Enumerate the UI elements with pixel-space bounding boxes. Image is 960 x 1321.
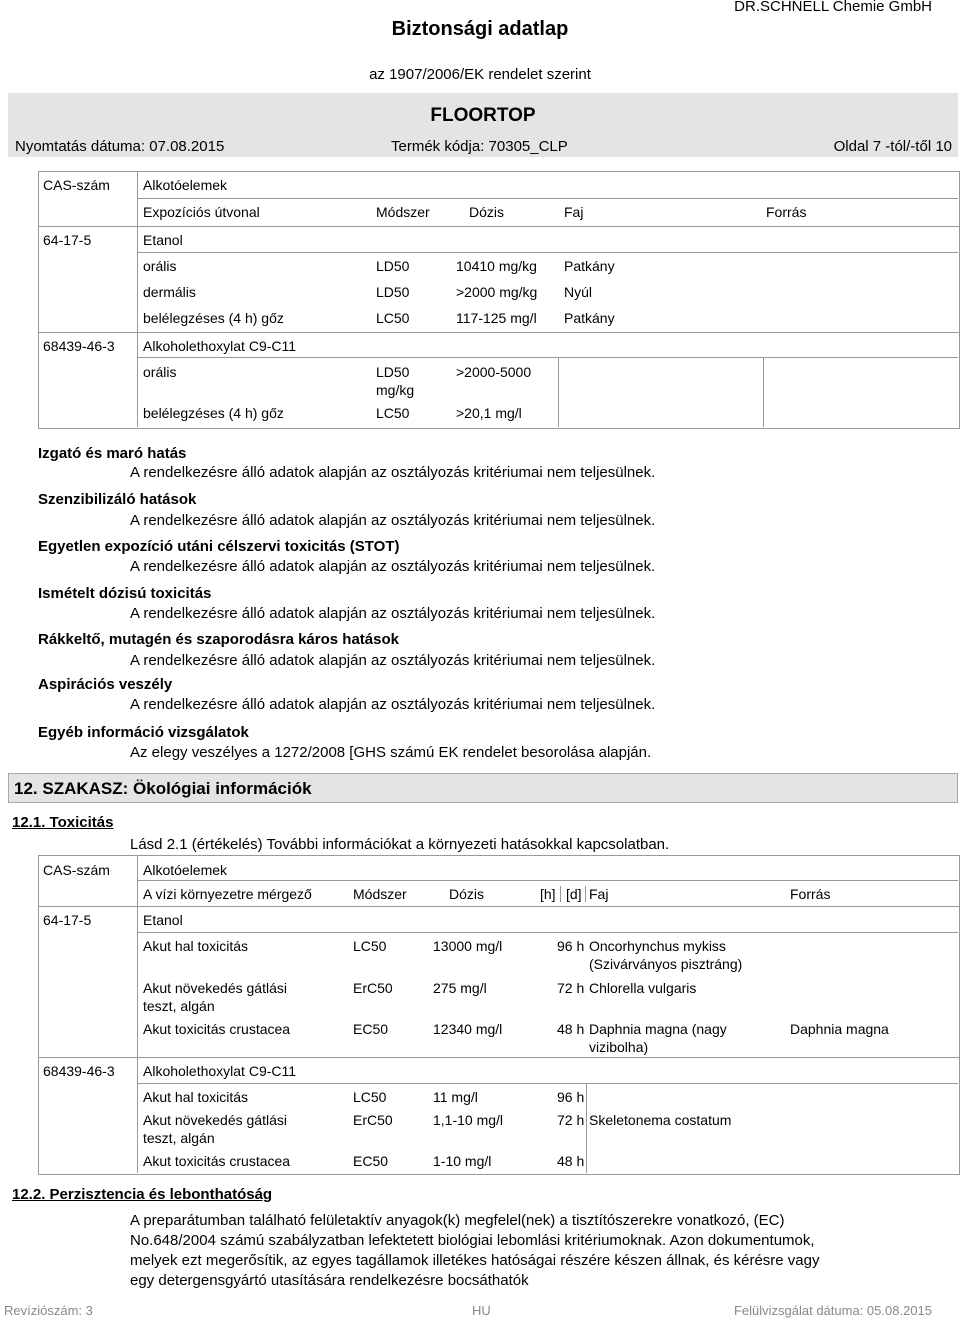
eco-method: ErC50	[353, 980, 393, 996]
product-code: Termék kódja: 70305_CLP	[391, 138, 568, 155]
subsection-12-2-title: 12.2. Perzisztencia és lebonthatóság	[12, 1186, 273, 1203]
eco-route: Akut hal toxicitás	[143, 938, 249, 954]
tox-route: orális	[143, 258, 177, 274]
tox-route: belélegzéses (4 h) gőz	[143, 310, 284, 326]
tox-cas-0: 64-17-5	[43, 232, 92, 248]
product-name: FLOORTOP	[430, 105, 536, 126]
tox-method: LD50	[376, 284, 410, 300]
tox-route: dermális	[143, 284, 196, 300]
subsection-12-2-text: A preparátumban található felületaktív anyagok(k) megfelel(nek) a tisztítószerekre vonatkozó, (EC) No.648/2004 számú szabályzatban lefektetett biológiai lebomlási kritériumoknak. Azon dokumentumok, melyek ezt megerősítik, az egyes tagállamok illetékes hatóságai részére készen állnak, és kérésre vagy egy detergensgyártó utasítására rendelkezésre bocsáthatók	[130, 1212, 820, 1289]
eco-component-0: Etanol	[143, 912, 183, 928]
tox-method: LC50	[376, 405, 410, 421]
subsection-12-1-text: Lásd 2.1 (értékelés) További információkat a környezeti hatásokkal kapcsolatban.	[130, 836, 670, 853]
eco-species: Daphnia magna (nagy	[589, 1021, 727, 1037]
eco-time: 48 h	[557, 1153, 585, 1169]
company-name: DR.SCHNELL Chemie GmbH	[734, 0, 932, 15]
eco-head-cas: CAS-szám	[43, 862, 110, 878]
eco-method: LC50	[353, 938, 387, 954]
eco-dose: 275 mg/l	[433, 980, 487, 996]
tox-dose: 10410 mg/kg	[456, 258, 537, 274]
hazard-title: Rákkeltő, mutagén és szaporodásra káros hatások	[38, 631, 399, 648]
tox-route: belélegzéses (4 h) gőz	[143, 405, 284, 421]
tox-method-unit: mg/kg	[376, 382, 415, 398]
tox-species: Nyúl	[564, 284, 593, 300]
tox-cas-1: 68439-46-3	[43, 338, 115, 354]
hazard-text: A rendelkezésre álló adatok alapján az osztályozás kritériumai nem teljesülnek.	[130, 605, 656, 622]
tox-dose: >2000-5000	[456, 364, 532, 380]
eco-method: EC50	[353, 1153, 389, 1169]
tox-dose: >2000 mg/kg	[456, 284, 538, 300]
eco-route: Akut toxicitás crustacea	[143, 1153, 291, 1169]
eco-dose: 1-10 mg/l	[433, 1153, 492, 1169]
eco-time: 72 h	[557, 1112, 585, 1128]
tox-dose: >20,1 mg/l	[456, 405, 522, 421]
tox-head-method: Módszer	[376, 204, 430, 220]
eco-species-note: (Szivárványos pisztráng)	[589, 956, 743, 972]
eco-route: Akut toxicitás crustacea	[143, 1021, 291, 1037]
revision-number: Revíziószám: 3	[4, 1303, 93, 1318]
eco-cas-1: 68439-46-3	[43, 1063, 115, 1079]
eco-time: 72 h	[557, 980, 585, 996]
hazard-title: Aspirációs veszély	[38, 676, 173, 693]
hazard-text: A rendelkezésre álló adatok alapján az osztályozás kritériumai nem teljesülnek.	[130, 652, 656, 669]
eco-route: Akut hal toxicitás	[143, 1089, 249, 1105]
eco-component-1: Alkoholethoxylat C9-C11	[143, 1063, 297, 1079]
eco-source: Daphnia magna	[790, 1021, 889, 1037]
eco-head-hours: [h]	[540, 886, 556, 902]
tox-method: LD50	[376, 258, 410, 274]
eco-route-cont: teszt, algán	[143, 1130, 215, 1146]
hazard-text: A rendelkezésre álló adatok alapján az osztályozás kritériumai nem teljesülnek.	[130, 558, 656, 575]
eco-time: 48 h	[557, 1021, 585, 1037]
subsection-12-1-title: 12.1. Toxicitás	[12, 814, 114, 831]
eco-head-component: Alkotóelemek	[143, 862, 228, 878]
eco-species: Skeletonema costatum	[589, 1112, 732, 1128]
eco-head-dose: Dózis	[449, 886, 485, 902]
eco-method: ErC50	[353, 1112, 393, 1128]
tox-head-cas: CAS-szám	[43, 177, 110, 193]
hazard-text: A rendelkezésre álló adatok alapján az osztályozás kritériumai nem teljesülnek.	[130, 464, 656, 481]
hazard-text: A rendelkezésre álló adatok alapján az osztályozás kritériumai nem teljesülnek.	[130, 512, 656, 529]
hazard-title: Egyetlen expozíció utáni célszervi toxicitás (STOT)	[38, 538, 400, 555]
section-12-title: 12. SZAKASZ: Ökológiai információk	[14, 779, 312, 798]
language-code: HU	[472, 1303, 491, 1318]
tox-method: LD50	[376, 364, 410, 380]
hazard-title: Egyéb információ vizsgálatok	[38, 724, 249, 741]
eco-species: Oncorhynchus mykiss	[589, 938, 726, 954]
eco-cas-0: 64-17-5	[43, 912, 92, 928]
document-title: Biztonsági adatlap	[391, 18, 569, 40]
regulation-line: az 1907/2006/EK rendelet szerint	[369, 66, 591, 83]
eco-head-days: [d]	[566, 886, 582, 902]
eco-dose: 12340 mg/l	[433, 1021, 503, 1037]
tox-method: LC50	[376, 310, 410, 326]
eco-head-route: A vízi környezetre mérgező	[143, 886, 312, 902]
tox-head-route: Expozíciós útvonal	[143, 204, 260, 220]
hazard-text: A rendelkezésre álló adatok alapján az osztályozás kritériumai nem teljesülnek.	[130, 696, 656, 713]
product-band	[8, 93, 958, 157]
eco-dose: 1,1-10 mg/l	[433, 1112, 504, 1128]
tox-component-1: Alkoholethoxylat C9-C11	[143, 338, 297, 354]
tox-head-component: Alkotóelemek	[143, 177, 228, 193]
tox-route: orális	[143, 364, 177, 380]
eco-head-method: Módszer	[353, 886, 407, 902]
hazard-title: Izgató és maró hatás	[38, 445, 187, 462]
print-date: Nyomtatás dátuma: 07.08.2015	[15, 138, 225, 155]
eco-time: 96 h	[557, 938, 585, 954]
tox-head-dose: Dózis	[469, 204, 505, 220]
eco-route: Akut növekedés gátlási	[143, 980, 287, 996]
eco-head-species: Faj	[589, 886, 609, 902]
eco-route-cont: teszt, algán	[143, 998, 215, 1014]
hazard-title: Szenzibilizáló hatások	[38, 491, 197, 508]
eco-method: LC50	[353, 1089, 387, 1105]
eco-method: EC50	[353, 1021, 389, 1037]
eco-route: Akut növekedés gátlási	[143, 1112, 287, 1128]
review-date: Felülvizsgálat dátuma: 05.08.2015	[733, 1303, 932, 1318]
tox-head-species: Faj	[564, 204, 584, 220]
eco-species-note: vizibolha)	[589, 1039, 649, 1055]
eco-time: 96 h	[557, 1089, 585, 1105]
tox-species: Patkány	[564, 258, 615, 274]
tox-species: Patkány	[564, 310, 615, 326]
tox-component-0: Etanol	[143, 232, 183, 248]
eco-dose: 11 mg/l	[433, 1089, 478, 1105]
eco-species: Chlorella vulgaris	[589, 980, 697, 996]
section-12-header	[8, 773, 958, 803]
eco-head-source: Forrás	[790, 886, 831, 902]
tox-dose: 117-125 mg/l	[456, 310, 537, 326]
hazard-title: Ismételt dózisú toxicitás	[38, 585, 212, 602]
eco-dose: 13000 mg/l	[433, 938, 503, 954]
hazard-text: Az elegy veszélyes a 1272/2008 [GHS számú EK rendelet besorolása alapján.	[130, 744, 652, 761]
tox-head-source: Forrás	[766, 204, 807, 220]
page-number: Oldal 7 -tól/-től 10	[833, 138, 952, 155]
